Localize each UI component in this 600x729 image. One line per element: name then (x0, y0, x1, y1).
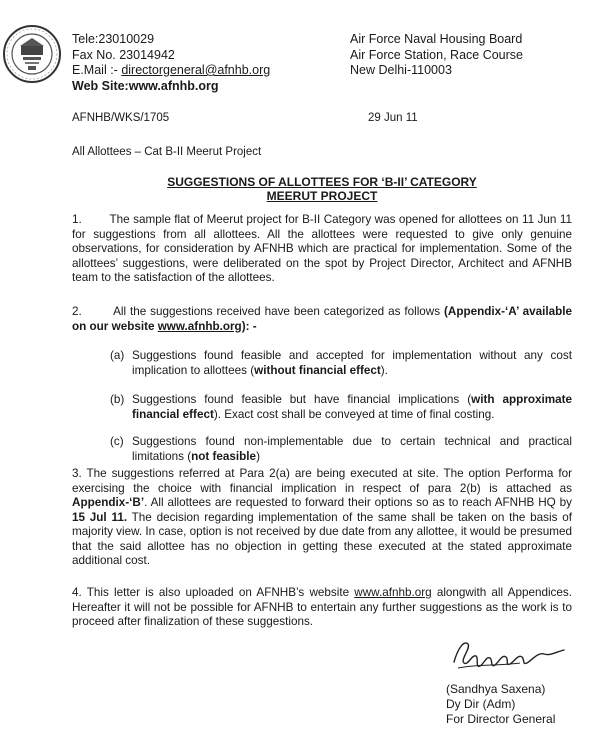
sub-item-b (110, 393, 572, 422)
subject-line-2: MEERUT PROJECT (266, 189, 378, 203)
paragraph-2-bold-end: ): - (241, 319, 257, 333)
email-line (72, 63, 270, 79)
reference-number: AFNHB/WKS/1705 (72, 112, 170, 124)
org-name: Air Force Naval Housing Board (350, 32, 523, 46)
paragraph-2 (72, 305, 572, 334)
sub-item-text: Suggestions found feasible but have financial implications (with approximate financial effect). Exact cost shall be conveyed at time of final costing. (132, 393, 572, 421)
paragraph-2-number: 2. (72, 305, 82, 318)
signatory-designation: Dy Dir (Adm) (446, 697, 516, 711)
sub-item-label: (c) (110, 435, 124, 448)
paragraph-2-bold: (Appendix-‘A’ available on our website (72, 305, 572, 333)
paragraph-1-number: 1. (72, 213, 82, 226)
paragraph-3: 3. The suggestions referred at Para 2(a) are being executed at site. The option Performa for exercising the choice with financial implication in respect of para 2(b) is attached as Appendix-‘B’. All allottees are requested to forward their options so as to reach AFNHB HQ by 15 Jul 11. The decision regarding implementation of the same shall be taken on the basis of majority view. In case, option is not received by due date from any allottee, it would be presumed that the said allottee has no objection in getting these executed at the stated approximate additional cost. (72, 467, 572, 567)
sub-item-c (110, 435, 572, 464)
website-link-1[interactable]: www.afnhb.org (157, 319, 242, 333)
website-line: Web Site:www.afnhb.org (72, 78, 219, 93)
letterhead-contact (72, 32, 270, 94)
org-city: New Delhi-110003 (350, 63, 452, 77)
telephone-number: Tele:23010029 (72, 32, 155, 46)
paragraph-1 (72, 213, 572, 286)
addressee: All Allottees – Cat B-II Meerut Project (72, 146, 262, 158)
website-link-2[interactable]: www.afnhb.org (354, 586, 432, 599)
appendix-b-ref: Appendix-‘B’ (72, 496, 145, 509)
afnhb-emblem-icon (2, 24, 62, 84)
paragraph-4: 4. This letter is also uploaded on AFNHB’s website www.afnhb.org alongwith all Appendices. Hereafter it will not be possible for AFNHB to entertain any further suggestions as the work is to proceed after finalization of these suggestions. (72, 586, 572, 628)
paragraph-1-text: The sample flat of Meerut project for B-II Category was opened for allottees on 11 Jun 11 for suggestions from all allottees. All the allottees were requested to give only genuine observations, for consideration by AFNHB which are practical for implementation. Some of the allottees’ suggestions, were deliberated on the spot by Project Director, Architect and AFNHB team to the satisfaction of the allottees. (72, 213, 572, 284)
sub-item-text: Suggestions found feasible and accepted for implementation without any cost implication to allottees (without financial effect). (132, 349, 572, 377)
handwritten-signature (448, 630, 568, 675)
letterhead-address (350, 32, 523, 79)
signatory-for: For Director General (446, 712, 556, 726)
sub-item-label: (b) (110, 393, 125, 406)
sub-item-text: Suggestions found non-implementable due to certain technical and practical limitations (not feasible) (132, 435, 572, 463)
signature-block (446, 682, 555, 727)
sub-item-a (110, 349, 572, 378)
fax-number: Fax No. 23014942 (72, 47, 175, 62)
org-station: Air Force Station, Race Course (350, 47, 523, 62)
sub-item-label: (a) (110, 349, 125, 362)
letter-date: 29 Jun 11 (368, 112, 418, 124)
email-link[interactable]: directorgeneral@afnhb.org (121, 63, 271, 77)
due-date: 15 Jul 11. (72, 510, 128, 524)
signatory-name: (Sandhya Saxena) (446, 682, 546, 696)
subject-line-1: SUGGESTIONS OF ALLOTTEES FOR ‘B-II’ CATEGORY (167, 175, 477, 189)
paragraph-2-text: All the suggestions received have been categorized as follows (113, 305, 445, 318)
email-prefix: E.Mail :- (72, 63, 122, 77)
